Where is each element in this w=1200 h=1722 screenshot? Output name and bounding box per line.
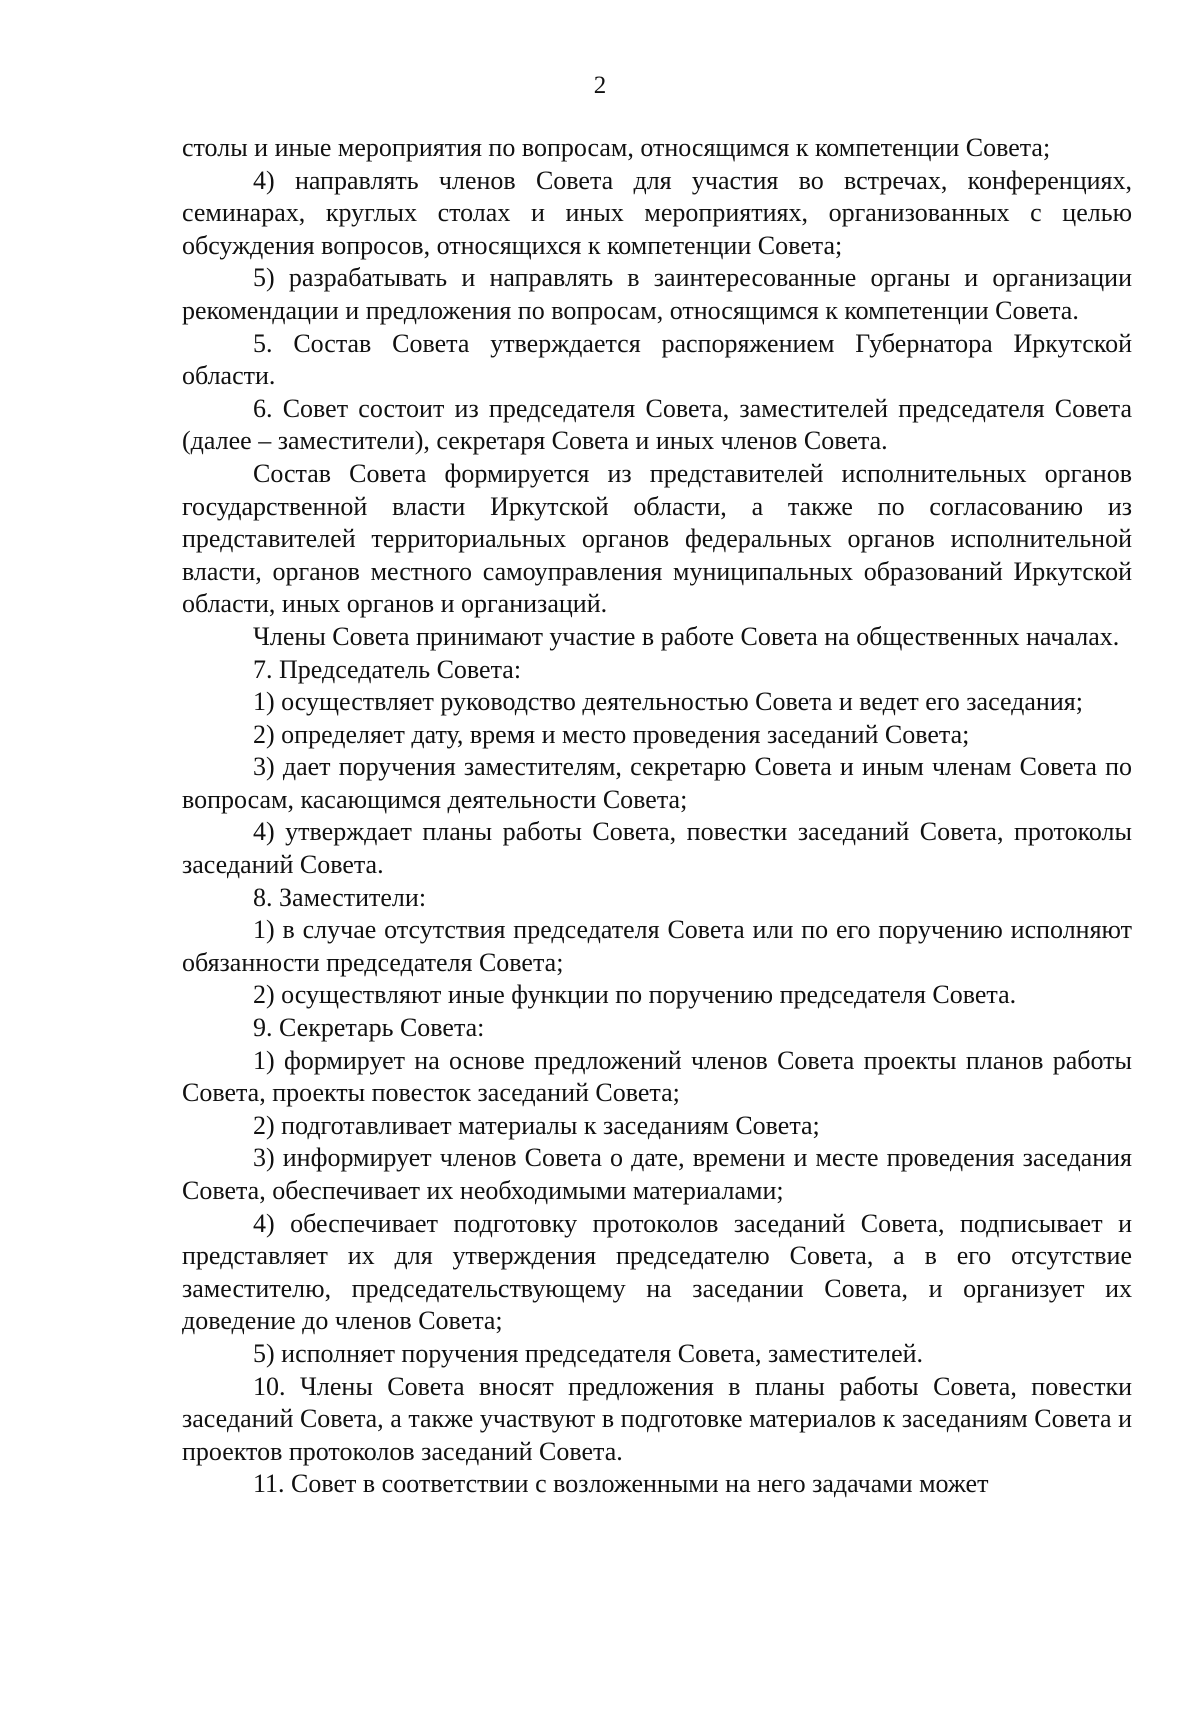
paragraph: 10. Члены Совета вносят предложения в планы работы Совета, повестки заседаний Совета, а также участвуют в подготовке материалов к заседаниям Совета и проектов протоколов заседаний Совета. — [182, 1371, 1132, 1466]
paragraph: 2) подготавливает материалы к заседаниям Совета; — [253, 1110, 820, 1140]
paragraph: 9. Секретарь Совета: — [253, 1013, 485, 1043]
document-body — [182, 132, 1132, 1501]
paragraph: 5) исполняет поручения председателя Совета, заместителей. — [253, 1338, 924, 1368]
paragraph: 1) формирует на основе предложений членов Совета проекты планов работы Совета, проекты повесток заседаний Совета; — [182, 1045, 1132, 1108]
paragraph: 1) осуществляет руководство деятельностью Совета и ведет его заседания; — [253, 687, 1083, 717]
paragraph: 4) направлять членов Совета для участия во встречах, конференциях, семинарах, круглых столах и иных мероприятиях, организованных с целью обсуждения вопросов, относящихся к компетенции Совета; — [182, 165, 1132, 260]
paragraph: столы и иные мероприятия по вопросам, относящимся к компетенции Совета; — [182, 133, 1051, 162]
paragraph: 3) дает поручения заместителям, секретарю Совета и иным членам Совета по вопросам, касающимся деятельности Совета; — [182, 752, 1132, 814]
paragraph: 5. Состав Совета утверждается распоряжением Губернатора Иркутской области. — [182, 328, 1132, 391]
paragraph: 4) обеспечивает подготовку протоколов заседаний Совета, подписывает и представляет их для утверждения председателю Совета, а в его отсутствие заместителю, председательствующему на заседании Совета, и организует их доведение до членов Совета; — [182, 1208, 1132, 1336]
paragraph: 4) утверждает планы работы Совета, повестки заседаний Совета, протоколы заседаний Совета. — [182, 817, 1132, 880]
paragraph: 2) определяет дату, время и место проведения заседаний Совета; — [253, 719, 970, 749]
paragraph: 5) разрабатывать и направлять в заинтересованные органы и организации рекомендации и предложения по вопросам, относящимся к компетенции Совета. — [182, 263, 1132, 325]
paragraph: 2) осуществляют иные функции по поручению председателя Совета. — [253, 980, 1017, 1010]
paragraph: 7. Председатель Совета: — [253, 654, 522, 684]
paragraph: 6. Совет состоит из председателя Совета, заместителей председателя Совета (далее – заместители), секретаря Совета и иных членов Совета. — [182, 393, 1132, 456]
paragraph: 1) в случае отсутствия председателя Совета или по его поручению исполняют обязанности председателя Совета; — [182, 915, 1132, 977]
paragraph: Члены Совета принимают участие в работе Совета на общественных началах. — [253, 621, 1120, 651]
paragraph: Состав Совета формируется из представителей исполнительных органов государственной власти Иркутской области, а также по согласованию из представителей территориальных органов федеральных органов исполнительной власти, органов местного самоуправления муниципальных образований Иркутской области, иных органов и организаций. — [182, 458, 1132, 619]
page-number: 2 — [593, 72, 607, 99]
paragraph: 3) информирует членов Совета о дате, времени и месте проведения заседания Совета, обеспечивает их необходимыми материалами; — [182, 1143, 1132, 1205]
paragraph: 11. Совет в соответствии с возложенными на него задачами может — [253, 1469, 989, 1499]
paragraph: 8. Заместители: — [253, 882, 427, 912]
